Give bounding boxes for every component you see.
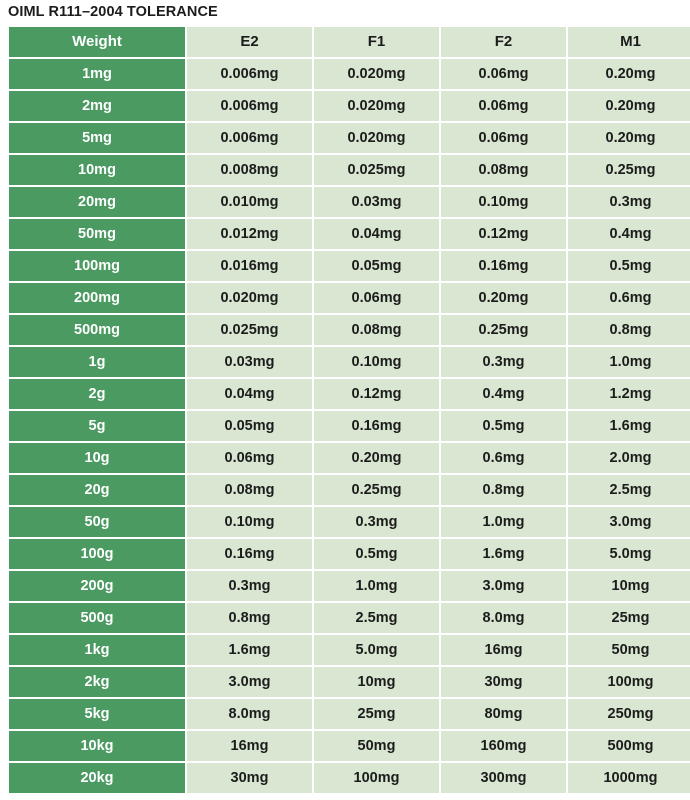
- tolerance-cell: 0.03mg: [314, 187, 439, 217]
- tolerance-cell: 0.16mg: [441, 251, 566, 281]
- tolerance-cell: 0.4mg: [568, 219, 690, 249]
- tolerance-cell: 0.006mg: [187, 59, 312, 89]
- tolerance-cell: 0.10mg: [187, 507, 312, 537]
- tolerance-cell: 0.3mg: [441, 347, 566, 377]
- tolerance-cell: 0.020mg: [314, 59, 439, 89]
- tolerance-cell: 100mg: [568, 667, 690, 697]
- tolerance-cell: 3.0mg: [441, 571, 566, 601]
- tolerance-cell: 0.012mg: [187, 219, 312, 249]
- table-row: [9, 155, 690, 185]
- tolerance-cell: 0.06mg: [314, 283, 439, 313]
- tolerance-cell: 5.0mg: [314, 635, 439, 665]
- tolerance-cell: 0.6mg: [568, 283, 690, 313]
- tolerance-cell: 2.5mg: [314, 603, 439, 633]
- tolerance-cell: 0.020mg: [314, 123, 439, 153]
- tolerance-cell: 0.04mg: [187, 379, 312, 409]
- tolerance-cell: 0.06mg: [441, 59, 566, 89]
- weight-cell: 1kg: [9, 635, 185, 665]
- weight-cell: 1mg: [9, 59, 185, 89]
- table-row: [9, 635, 690, 665]
- table-row: [9, 411, 690, 441]
- tolerance-cell: 0.3mg: [187, 571, 312, 601]
- tolerance-cell: 0.05mg: [187, 411, 312, 441]
- tolerance-cell: 1000mg: [568, 763, 690, 793]
- tolerance-cell: 1.0mg: [314, 571, 439, 601]
- tolerance-cell: 0.010mg: [187, 187, 312, 217]
- table-row: [9, 251, 690, 281]
- tolerance-cell: 8.0mg: [187, 699, 312, 729]
- table-row: [9, 699, 690, 729]
- tolerance-cell: 1.6mg: [187, 635, 312, 665]
- column-header-f2: F2: [441, 27, 566, 57]
- table-row: [9, 571, 690, 601]
- tolerance-cell: 0.06mg: [441, 123, 566, 153]
- table-row: [9, 443, 690, 473]
- tolerance-cell: 0.5mg: [568, 251, 690, 281]
- table-row: [9, 59, 690, 89]
- tolerance-cell: 1.0mg: [441, 507, 566, 537]
- tolerance-cell: 0.6mg: [441, 443, 566, 473]
- tolerance-cell: 0.20mg: [568, 123, 690, 153]
- table-header-row: [9, 27, 690, 57]
- tolerance-cell: 0.16mg: [314, 411, 439, 441]
- tolerance-cell: 50mg: [314, 731, 439, 761]
- tolerance-cell: 0.25mg: [441, 315, 566, 345]
- tolerance-cell: 8.0mg: [441, 603, 566, 633]
- tolerance-cell: 0.8mg: [568, 315, 690, 345]
- tolerance-cell: 0.12mg: [314, 379, 439, 409]
- tolerance-cell: 0.025mg: [314, 155, 439, 185]
- weight-cell: 5mg: [9, 123, 185, 153]
- table-row: [9, 283, 690, 313]
- tolerance-cell: 10mg: [314, 667, 439, 697]
- tolerance-cell: 0.10mg: [441, 187, 566, 217]
- weight-cell: 10mg: [9, 155, 185, 185]
- tolerance-cell: 16mg: [187, 731, 312, 761]
- table-row: [9, 731, 690, 761]
- table-row: [9, 507, 690, 537]
- tolerance-cell: 0.20mg: [441, 283, 566, 313]
- tolerance-cell: 0.016mg: [187, 251, 312, 281]
- table-row: [9, 219, 690, 249]
- table-row: [9, 667, 690, 697]
- tolerance-cell: 0.12mg: [441, 219, 566, 249]
- weight-cell: 2kg: [9, 667, 185, 697]
- weight-cell: 10kg: [9, 731, 185, 761]
- tolerance-cell: 160mg: [441, 731, 566, 761]
- tolerance-cell: 2.0mg: [568, 443, 690, 473]
- tolerance-cell: 0.020mg: [187, 283, 312, 313]
- tolerance-cell: 300mg: [441, 763, 566, 793]
- tolerance-cell: 2.5mg: [568, 475, 690, 505]
- tolerance-cell: 0.3mg: [568, 187, 690, 217]
- tolerance-cell: 0.025mg: [187, 315, 312, 345]
- tolerance-cell: 0.08mg: [187, 475, 312, 505]
- page-title: OIML R111–2004 TOLERANCE: [8, 4, 218, 20]
- table-row: [9, 347, 690, 377]
- tolerance-cell: 25mg: [568, 603, 690, 633]
- weight-cell: 500mg: [9, 315, 185, 345]
- weight-cell: 20g: [9, 475, 185, 505]
- tolerance-table: [7, 25, 690, 795]
- tolerance-cell: 0.8mg: [187, 603, 312, 633]
- tolerance-cell: 1.0mg: [568, 347, 690, 377]
- table-body: [9, 59, 690, 793]
- weight-cell: 10g: [9, 443, 185, 473]
- tolerance-cell: 1.2mg: [568, 379, 690, 409]
- tolerance-cell: 0.04mg: [314, 219, 439, 249]
- weight-cell: 200g: [9, 571, 185, 601]
- tolerance-cell: 0.8mg: [441, 475, 566, 505]
- table-row: [9, 379, 690, 409]
- tolerance-cell: 0.08mg: [441, 155, 566, 185]
- tolerance-cell: 0.20mg: [314, 443, 439, 473]
- tolerance-cell: 0.020mg: [314, 91, 439, 121]
- column-header-m1: M1: [568, 27, 690, 57]
- tolerance-cell: 0.5mg: [441, 411, 566, 441]
- tolerance-cell: 250mg: [568, 699, 690, 729]
- table-row: [9, 539, 690, 569]
- tolerance-cell: 0.10mg: [314, 347, 439, 377]
- tolerance-cell: 16mg: [441, 635, 566, 665]
- weight-cell: 2g: [9, 379, 185, 409]
- tolerance-cell: 3.0mg: [187, 667, 312, 697]
- weight-cell: 200mg: [9, 283, 185, 313]
- weight-cell: 20mg: [9, 187, 185, 217]
- tolerance-cell: 0.006mg: [187, 123, 312, 153]
- tolerance-cell: 0.06mg: [187, 443, 312, 473]
- weight-cell: 1g: [9, 347, 185, 377]
- table-row: [9, 315, 690, 345]
- table-row: [9, 91, 690, 121]
- table-row: [9, 763, 690, 793]
- table-row: [9, 603, 690, 633]
- tolerance-cell: 0.25mg: [314, 475, 439, 505]
- column-header-e2: E2: [187, 27, 312, 57]
- column-header-weight: Weight: [9, 27, 185, 57]
- weight-cell: 500g: [9, 603, 185, 633]
- tolerance-cell: 10mg: [568, 571, 690, 601]
- tolerance-cell: 0.3mg: [314, 507, 439, 537]
- tolerance-cell: 1.6mg: [568, 411, 690, 441]
- table-header: [9, 27, 690, 57]
- table-row: [9, 475, 690, 505]
- weight-cell: 100g: [9, 539, 185, 569]
- weight-cell: 100mg: [9, 251, 185, 281]
- tolerance-cell: 0.16mg: [187, 539, 312, 569]
- weight-cell: 50mg: [9, 219, 185, 249]
- tolerance-cell: 0.008mg: [187, 155, 312, 185]
- tolerance-cell: 0.5mg: [314, 539, 439, 569]
- tolerance-cell: 80mg: [441, 699, 566, 729]
- tolerance-cell: 50mg: [568, 635, 690, 665]
- tolerance-cell: 0.006mg: [187, 91, 312, 121]
- column-header-f1: F1: [314, 27, 439, 57]
- tolerance-cell: 0.4mg: [441, 379, 566, 409]
- tolerance-cell: 30mg: [187, 763, 312, 793]
- weight-cell: 50g: [9, 507, 185, 537]
- tolerance-cell: 0.20mg: [568, 59, 690, 89]
- weight-cell: 5kg: [9, 699, 185, 729]
- tolerance-cell: 0.08mg: [314, 315, 439, 345]
- tolerance-cell: 30mg: [441, 667, 566, 697]
- table-row: [9, 187, 690, 217]
- tolerance-cell: 0.25mg: [568, 155, 690, 185]
- weight-cell: 20kg: [9, 763, 185, 793]
- tolerance-cell: 100mg: [314, 763, 439, 793]
- tolerance-cell: 0.05mg: [314, 251, 439, 281]
- tolerance-cell: 1.6mg: [441, 539, 566, 569]
- tolerance-cell: 25mg: [314, 699, 439, 729]
- weight-cell: 2mg: [9, 91, 185, 121]
- tolerance-cell: 5.0mg: [568, 539, 690, 569]
- weight-cell: 5g: [9, 411, 185, 441]
- tolerance-cell: 0.03mg: [187, 347, 312, 377]
- tolerance-cell: 3.0mg: [568, 507, 690, 537]
- tolerance-cell: 0.20mg: [568, 91, 690, 121]
- tolerance-cell: 0.06mg: [441, 91, 566, 121]
- table-row: [9, 123, 690, 153]
- tolerance-cell: 500mg: [568, 731, 690, 761]
